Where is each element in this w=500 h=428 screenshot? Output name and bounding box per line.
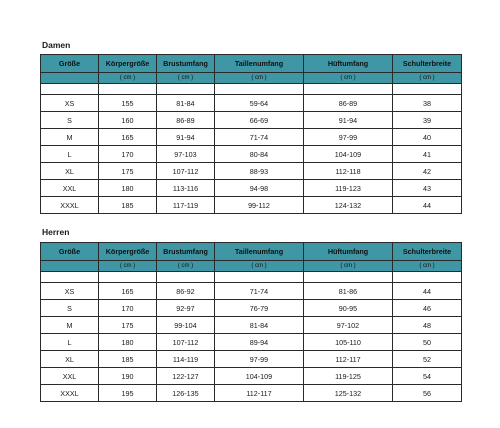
spacer-row <box>41 272 462 283</box>
table-cell: 89-94 <box>215 334 304 351</box>
table-cell: 180 <box>99 180 157 197</box>
table-cell: 126-135 <box>157 385 215 402</box>
table-cell: 42 <box>393 163 462 180</box>
table-cell: 119-123 <box>304 180 393 197</box>
table-cell: XS <box>41 95 99 112</box>
unit-cell: ( cm ) <box>99 261 157 272</box>
table-cell: 71-74 <box>215 283 304 300</box>
spacer-cell <box>157 84 215 95</box>
table-cell: 97-102 <box>304 317 393 334</box>
table-cell: 97-99 <box>304 129 393 146</box>
table-cell: 175 <box>99 317 157 334</box>
table-cell: 50 <box>393 334 462 351</box>
column-header: Taillenumfang <box>215 243 304 261</box>
table-cell: 90-95 <box>304 300 393 317</box>
header-row <box>41 55 462 73</box>
unit-cell: ( cm ) <box>157 73 215 84</box>
table-row <box>41 351 462 368</box>
unit-row <box>41 73 462 84</box>
table-cell: 170 <box>99 300 157 317</box>
table-cell: 122-127 <box>157 368 215 385</box>
table-row <box>41 283 462 300</box>
table-row <box>41 146 462 163</box>
spacer-cell <box>393 272 462 283</box>
section-title-herren: Herren <box>42 227 70 237</box>
table-row <box>41 112 462 129</box>
column-header: Hüftumfang <box>304 55 393 73</box>
table-cell: 54 <box>393 368 462 385</box>
table-cell: 113-116 <box>157 180 215 197</box>
table-cell: 180 <box>99 334 157 351</box>
table-cell: 56 <box>393 385 462 402</box>
table-cell: 185 <box>99 351 157 368</box>
table-cell: 190 <box>99 368 157 385</box>
table-cell: 80-84 <box>215 146 304 163</box>
table-cell: 165 <box>99 283 157 300</box>
table-cell: 107-112 <box>157 334 215 351</box>
table-cell: 44 <box>393 197 462 214</box>
column-header: Größe <box>41 55 99 73</box>
table-cell: 107-112 <box>157 163 215 180</box>
table-cell: 117-119 <box>157 197 215 214</box>
table-row <box>41 95 462 112</box>
table-cell: 114-119 <box>157 351 215 368</box>
table-cell: 170 <box>99 146 157 163</box>
table-cell: 97-103 <box>157 146 215 163</box>
table-cell: 76-79 <box>215 300 304 317</box>
table-cell: 104-109 <box>215 368 304 385</box>
table-cell: 94-98 <box>215 180 304 197</box>
table-row <box>41 300 462 317</box>
table-cell: XS <box>41 283 99 300</box>
spacer-cell <box>157 272 215 283</box>
table-cell: XXL <box>41 180 99 197</box>
spacer-cell <box>41 84 99 95</box>
column-header: Körpergröße <box>99 243 157 261</box>
table-cell: 124-132 <box>304 197 393 214</box>
table-cell: 185 <box>99 197 157 214</box>
table-cell: 81-86 <box>304 283 393 300</box>
table-cell: 165 <box>99 129 157 146</box>
spacer-cell <box>393 84 462 95</box>
table-cell: 99-112 <box>215 197 304 214</box>
table-row <box>41 334 462 351</box>
column-header: Größe <box>41 243 99 261</box>
unit-cell: ( cm ) <box>304 261 393 272</box>
table-cell: XXL <box>41 368 99 385</box>
table-row <box>41 180 462 197</box>
table-cell: 44 <box>393 283 462 300</box>
spacer-cell <box>304 84 393 95</box>
table-cell: 97-99 <box>215 351 304 368</box>
table-cell: XXXL <box>41 385 99 402</box>
table-cell: L <box>41 146 99 163</box>
unit-cell: ( cm ) <box>393 261 462 272</box>
column-header: Schulterbreite <box>393 243 462 261</box>
table-cell: S <box>41 300 99 317</box>
column-header: Brustumfang <box>157 55 215 73</box>
table-cell: 112-118 <box>304 163 393 180</box>
table-cell: 155 <box>99 95 157 112</box>
section-title-damen: Damen <box>42 40 71 50</box>
size-table-damen <box>40 54 462 214</box>
table-cell: 86-89 <box>304 95 393 112</box>
table-cell: 88-93 <box>215 163 304 180</box>
table-cell: XL <box>41 163 99 180</box>
spacer-cell <box>99 272 157 283</box>
table-row <box>41 129 462 146</box>
spacer-cell <box>215 272 304 283</box>
table-cell: 86-89 <box>157 112 215 129</box>
table-row <box>41 317 462 334</box>
table-cell: M <box>41 129 99 146</box>
column-header: Körpergröße <box>99 55 157 73</box>
column-header: Taillenumfang <box>215 55 304 73</box>
spacer-row <box>41 84 462 95</box>
column-header: Hüftumfang <box>304 243 393 261</box>
column-header: Brustumfang <box>157 243 215 261</box>
table-cell: XL <box>41 351 99 368</box>
table-cell: 43 <box>393 180 462 197</box>
unit-cell: ( cm ) <box>215 73 304 84</box>
unit-row <box>41 261 462 272</box>
table-cell: 48 <box>393 317 462 334</box>
table-cell: 81-84 <box>157 95 215 112</box>
unit-cell <box>41 73 99 84</box>
table-cell: 99-104 <box>157 317 215 334</box>
table-cell: 105-110 <box>304 334 393 351</box>
table-cell: 38 <box>393 95 462 112</box>
table-cell: M <box>41 317 99 334</box>
spacer-cell <box>41 272 99 283</box>
table-cell: 81-84 <box>215 317 304 334</box>
table-cell: 92-97 <box>157 300 215 317</box>
table-cell: 195 <box>99 385 157 402</box>
unit-cell: ( cm ) <box>393 73 462 84</box>
table-cell: 46 <box>393 300 462 317</box>
table-cell: 40 <box>393 129 462 146</box>
table-row <box>41 197 462 214</box>
header-row <box>41 243 462 261</box>
column-header: Schulterbreite <box>393 55 462 73</box>
table-cell: XXXL <box>41 197 99 214</box>
table-cell: 59-64 <box>215 95 304 112</box>
table-cell: 91-94 <box>304 112 393 129</box>
size-table-herren <box>40 242 462 402</box>
table-row <box>41 385 462 402</box>
spacer-cell <box>215 84 304 95</box>
table-cell: 125-132 <box>304 385 393 402</box>
table-cell: 104-109 <box>304 146 393 163</box>
table-cell: L <box>41 334 99 351</box>
table-row <box>41 163 462 180</box>
table-cell: 175 <box>99 163 157 180</box>
table-row <box>41 368 462 385</box>
table-cell: 52 <box>393 351 462 368</box>
unit-cell: ( cm ) <box>99 73 157 84</box>
table-cell: 41 <box>393 146 462 163</box>
unit-cell: ( cm ) <box>215 261 304 272</box>
table-cell: 71-74 <box>215 129 304 146</box>
table-cell: 39 <box>393 112 462 129</box>
spacer-cell <box>304 272 393 283</box>
table-cell: 86-92 <box>157 283 215 300</box>
table-cell: 66-69 <box>215 112 304 129</box>
unit-cell: ( cm ) <box>304 73 393 84</box>
unit-cell <box>41 261 99 272</box>
spacer-cell <box>99 84 157 95</box>
unit-cell: ( cm ) <box>157 261 215 272</box>
table-cell: S <box>41 112 99 129</box>
table-cell: 112-117 <box>304 351 393 368</box>
table-cell: 91-94 <box>157 129 215 146</box>
table-cell: 160 <box>99 112 157 129</box>
table-cell: 112-117 <box>215 385 304 402</box>
table-cell: 119-125 <box>304 368 393 385</box>
